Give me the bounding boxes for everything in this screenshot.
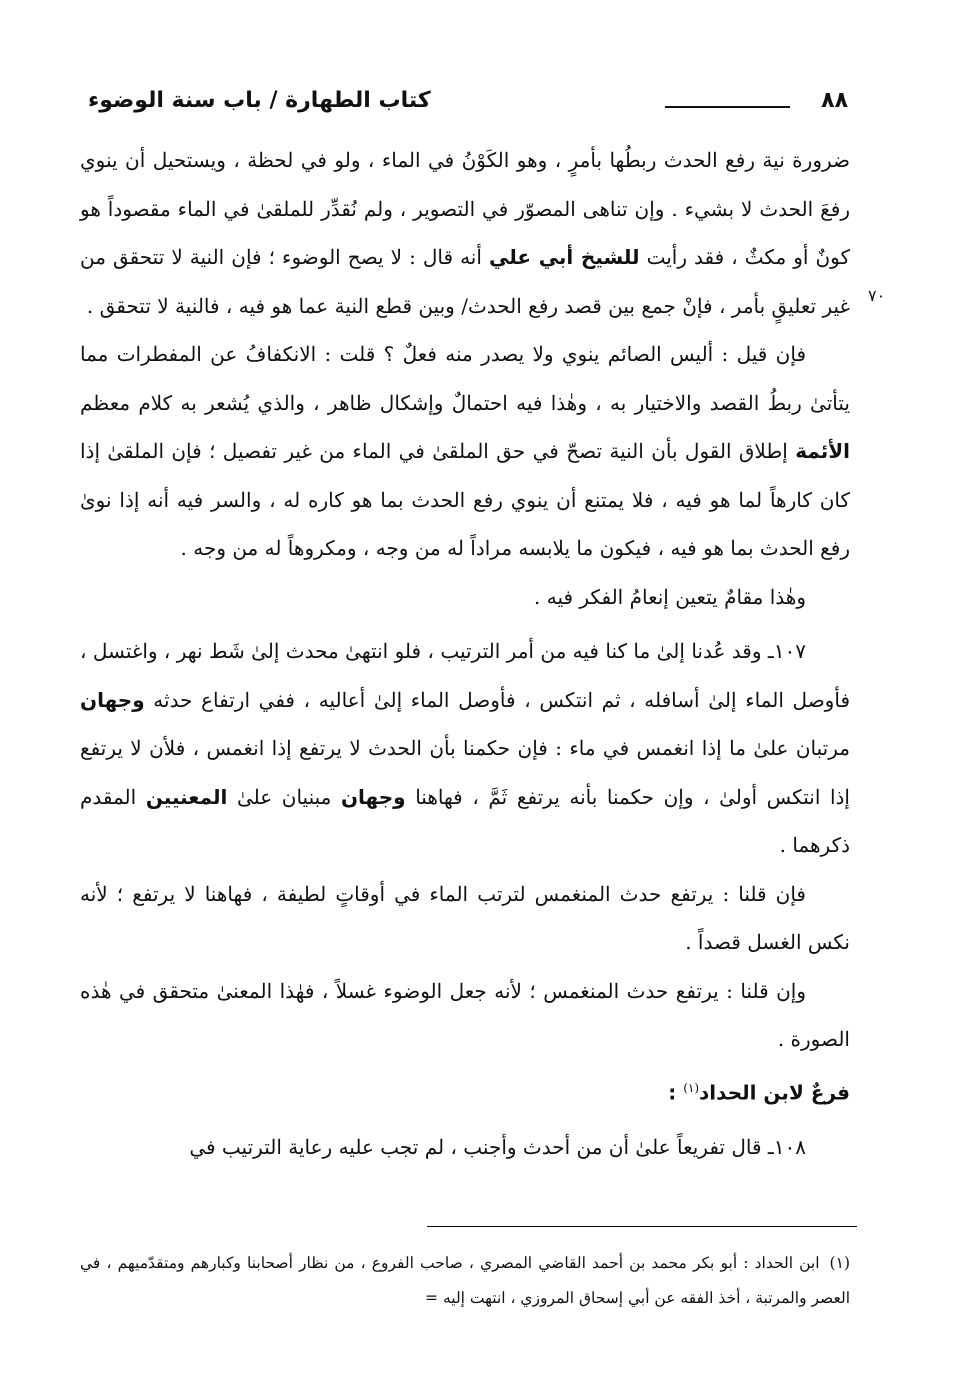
page-header (80, 84, 848, 124)
paragraph-2: فإن قيل : أليس الصائم ينوي ولا يصدر منه فعلٌ ؟ قلت : الانكفافُ عن المفطرات مما يتأتىٰ ربطُ القصد والاختيار به ، وهٰذا فيه احتمالٌ وإشكال ظاهر ، والذي يُشعر به كلام معظم الأئمة إطلاق القول بأن النية تصحّ في حق الملقىٰ في الماء من غير تفصيل ؛ فإن الملقىٰ إذا كان كارهاً لما هو فيه ، فلا يمتنع أن ينوي رفع الحدث بما هو كاره له ، والسر فيه أنه إذا نوىٰ رفع الحدث بما هو فيه ، فيكون ما يلابسه مراداً له من وجه ، ومكروهاً له من وجه . (80, 342, 850, 560)
page-number: ٨٨ (821, 88, 848, 113)
section-heading: فرعٌ لابن الحداد$^{(١)}$ : (668, 1080, 850, 1105)
running-title: كتاب الطهارة / باب سنة الوضوء (88, 88, 431, 113)
main-text (80, 136, 850, 1171)
paragraph-107: ١٠٧ـ وقد عُدنا إلىٰ ما كنا فيه من أمر الترتيب ، فلو انتهىٰ محدث إلىٰ شَط نهر ، واغتسل ، فأوصل الماء إلىٰ أسافله ، ثم انتكس ، فأوصل الماء إلىٰ أعاليه ، ففي ارتفاع حدثه وجهان مرتبان علىٰ ما إذا انغمس في ماء : فإن حكمنا بأن الحدث لا يرتفع إذا انغمس ، فلأن لا يرتفع إذا انتكس أولىٰ ، وإن حكمنا بأنه يرتفع ثَمَّ ، فهاهنا وجهان مبنيان علىٰ المعنيين المقدم ذكرهما . (80, 639, 850, 857)
paragraph-1: ضرورة نية رفع الحدث ربطُها بأمرٍ ، وهو الكَوْنُ في الماء ، ولو في لحظة ، ويستحيل أن ينوي رفعَ الحدث لا بشيء . وإن تناهى المصوّر في التصوير ، ولم نُقدِّر للملقىٰ في الماء مقصوداً هو كونٌ أو مكثٌ ، فقد رأيت للشيخ أبي علي أنه قال : لا يصح الوضوء ؛ فإن النية لا تتحقق من غير تعليقٍ بأمر ، فإنْ جمع بين قصد رفع الحدث/ وبين قطع النية عما هو فيه ، فالنية لا تتحقق . (80, 148, 850, 318)
footnote-ref[interactable]: (١) (683, 1080, 700, 1095)
paragraph-3: وهٰذا مقامٌ يتعين إنعامُ الفكر فيه . (534, 584, 806, 609)
paragraph-108: ١٠٨ـ قال تفريعاً علىٰ أن من أحدث وأجنب ، لم تجب عليه رعاية الترتيب في (189, 1134, 806, 1159)
footnote-rule (427, 1226, 857, 1227)
footnote-text: ابن الحداد : أبو بكر محمد بن أحمد القاضي المصري ، صاحب الفروع ، من نظار أصحابنا وكبارهم ومتقدّميهم ، في العصر والمرتبة ، أخذ الفقه عن أبي إسحاق المروزي ، انتهت إليه = (80, 1254, 850, 1307)
bold-term: الأئمة (795, 439, 850, 463)
footnote-1 (80, 1246, 850, 1316)
footnote-mark: (١) (829, 1254, 850, 1272)
bold-term: المعنيين (145, 784, 228, 809)
paragraph-5: فإن قلنا : يرتفع حدث المنغمس لترتب الماء في أوقاتٍ لطيفة ، فهاهنا لا يرتفع ؛ لأنه نكس الغسل قصداً . (80, 881, 850, 954)
margin-line-number: ٧٠ (868, 286, 886, 305)
bold-term: وجهان (80, 687, 145, 712)
bold-term: وجهان (340, 784, 406, 809)
footnotes (80, 1246, 850, 1316)
bold-term: للشيخ أبي علي (488, 245, 640, 269)
paragraph-6: وإن قلنا : يرتفع حدث المنغمس ؛ لأنه جعل الوضوء غسلاً ، فهٰذا المعنىٰ متحقق في هٰذه الصورة . (80, 978, 850, 1051)
header-rule (665, 106, 790, 108)
